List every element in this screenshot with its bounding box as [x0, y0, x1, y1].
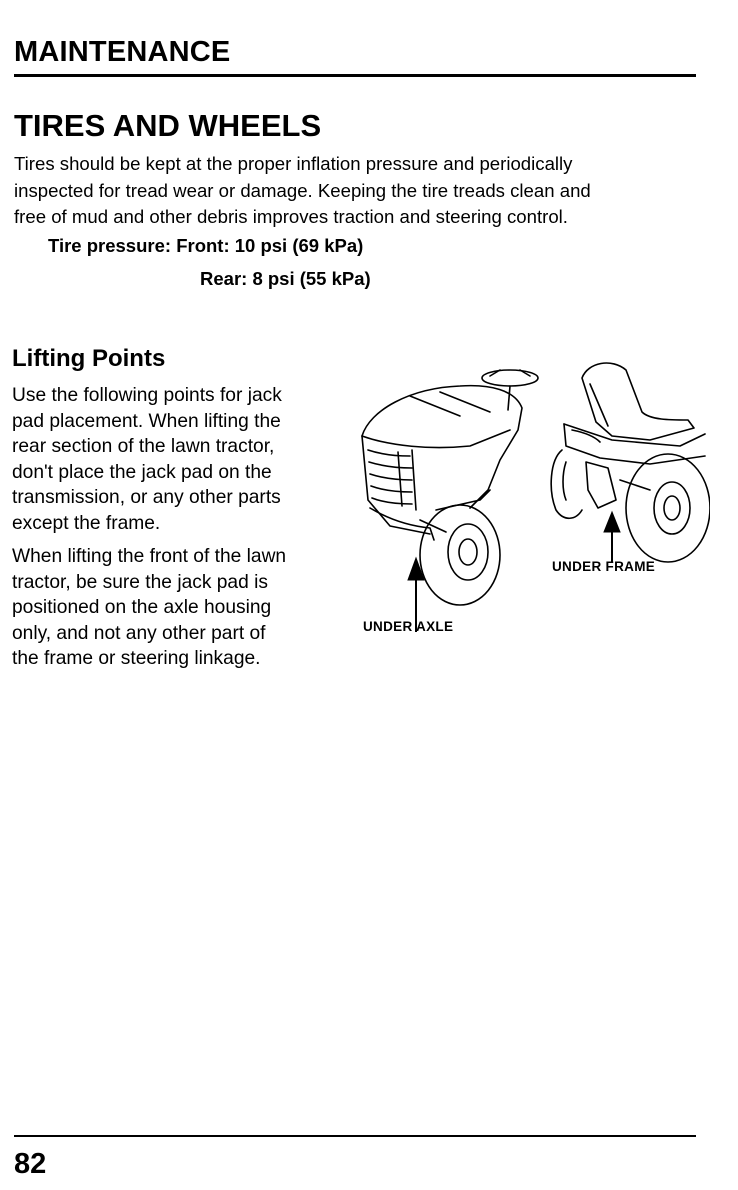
paragraph-line: only, and not any other part of	[12, 622, 266, 644]
lifting-rear-paragraph	[12, 383, 342, 537]
paragraph-line: pad placement. When lifting the	[12, 410, 281, 432]
header-rule	[14, 74, 696, 77]
paragraph-line: except the frame.	[12, 512, 161, 534]
paragraph-line: tractor, be sure the jack pad is	[12, 571, 268, 593]
tire-pressure-front: Tire pressure: Front: 10 psi (69 kPa)	[48, 235, 364, 256]
section-header: MAINTENANCE	[14, 36, 231, 68]
page-title: TIRES AND WHEELS	[14, 108, 322, 143]
paragraph-line: When lifting the front of the lawn	[12, 546, 287, 567]
intro-line: Tires should be kept at the proper inflation pressure and periodically	[14, 153, 573, 174]
paragraph-line: positioned on the axle housing	[12, 597, 272, 619]
under-frame-arrow	[604, 512, 620, 562]
paragraph-line: don't place the jack pad on the	[12, 461, 272, 483]
under-frame-label: UNDER FRAME	[552, 559, 656, 574]
intro-line: free of mud and other debris improves traction and steering control.	[14, 206, 568, 227]
page-number: 82	[14, 1148, 47, 1180]
intro-paragraph	[14, 151, 714, 231]
paragraph-line: the frame or steering linkage.	[12, 648, 261, 670]
paragraph-line: transmission, or any other parts	[12, 487, 281, 509]
footer-rule	[14, 1135, 696, 1137]
front-tractor-drawing	[362, 370, 538, 605]
paragraph-line: Use the following points for jack	[12, 385, 282, 406]
under-axle-label: UNDER AXLE	[363, 619, 454, 634]
tire-pressure-rear: Rear: 8 psi (55 kPa)	[200, 268, 371, 289]
lifting-front-paragraph	[12, 544, 342, 672]
lifting-points-illustration	[350, 350, 710, 650]
intro-line: inspected for tread wear or damage. Keeping the tire treads clean and	[14, 179, 591, 201]
lifting-points-heading: Lifting Points	[12, 345, 166, 372]
rear-tractor-drawing	[551, 363, 710, 562]
paragraph-line: rear section of the lawn tractor,	[12, 436, 275, 458]
